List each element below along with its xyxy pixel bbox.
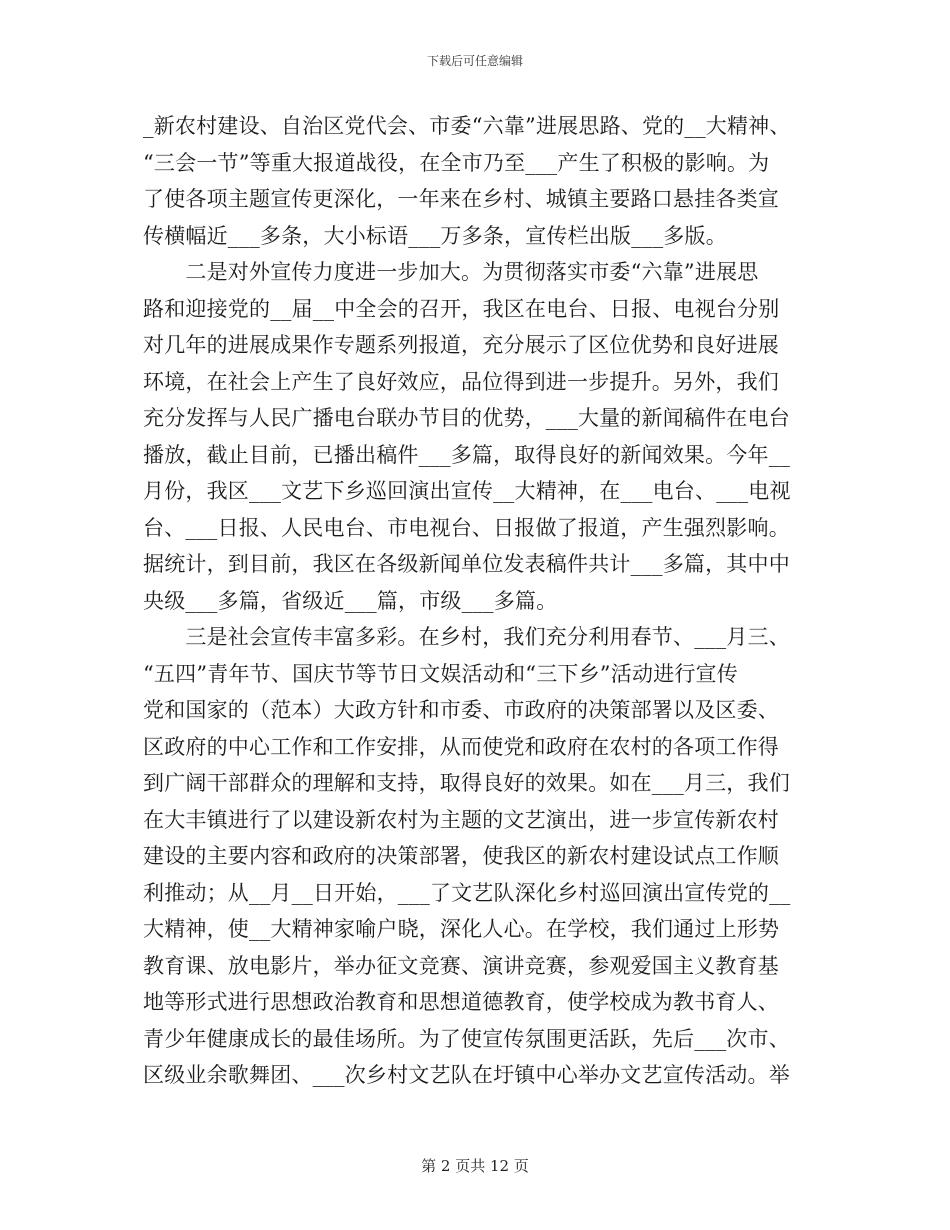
- text-line: 区级业余歌舞团、___次乡村文艺队在圩镇中心举办文艺宣传活动。举: [143, 1063, 790, 1087]
- text-line: “五四”青年节、国庆节等节日文娱活动和“三下乡”活动进行宣传: [143, 661, 738, 686]
- body-text: [143, 108, 813, 1094]
- text-line: 大精神，使__大精神家喻户晓，深化人心。在学校，我们通过上形势: [143, 917, 780, 941]
- text-line: 月份，我区___文艺下乡巡回演出宣传__大精神，在___电台、___电视: [143, 479, 791, 503]
- text-line: 环境，在社会上产生了良好效应，品位得到进一步提升。另外，我们: [143, 369, 779, 394]
- text-line: 教育课、放电影片，举办征文竞赛、演讲竞赛，参观爱国主义教育基: [143, 953, 779, 978]
- text-line: 了使各项主题宣传更深化，一年来在乡村、城镇主要路口悬挂各类宣: [143, 187, 779, 211]
- text-line: _新农村建设、自治区党代会、市委“六靠”进展思路、党的__大精神、: [143, 114, 791, 138]
- text-line: 青少年健康成长的最佳场所。为了使宣传氛围更活跃，先后___次市、: [143, 1026, 790, 1051]
- text-line: 党和国家的（范本）大政方针和市委、市政府的决策部署以及区委、: [143, 698, 779, 722]
- page-header: 下载后可任意编辑: [426, 54, 523, 68]
- text-line: 在大丰镇进行了以建设新农村为主题的文艺演出，进一步宣传新农村: [143, 807, 779, 832]
- text-line: 对几年的进展成果作专题系列报道，充分展示了区位优势和良好进展: [143, 333, 779, 357]
- page-footer: 第 2 页共 12 页: [421, 1157, 529, 1175]
- text-line: 播放，截止目前，已播出稿件___多篇，取得良好的新闻效果。今年__: [143, 442, 791, 467]
- text-line: 到广阔干部群众的理解和支持，取得良好的效果。如在___月三，我们: [143, 771, 790, 795]
- text-line: 利推动；从__月__日开始，___了文艺队深化乡村巡回演出宣传党的__: [143, 880, 791, 905]
- text-line: 传横幅近___多条，大小标语___万多条，宣传栏出版___多版。: [143, 223, 727, 248]
- text-line: 充分发挥与人民广播电台联办节目的优势，___大量的新闻稿件在电台: [143, 406, 790, 430]
- text-line: 三是社会宣传丰富多彩。在乡村，我们充分利用春节、___月三、: [143, 625, 790, 649]
- text-line: 央级___多篇，省级近___篇，市级___多篇。: [143, 588, 558, 613]
- text-line: 二是对外宣传力度进一步加大。为贯彻落实市委“六靠”进展思: [143, 260, 759, 284]
- text-line: 地等形式进行思想政治教育和思想道德教育，使学校成为教书育人、: [143, 990, 779, 1014]
- text-line: 据统计，到目前，我区在各级新闻单位发表稿件共计___多篇，其中中: [143, 552, 790, 576]
- text-line: 区政府的中心工作和工作安排，从而使党和政府在农村的各项工作得: [143, 734, 779, 759]
- text-line: 建设的主要内容和政府的决策部署，使我区的新农村建设试点工作顺: [143, 844, 779, 868]
- text-line: 台、___日报、人民电台、市电视台、日报做了报道，产生强烈影响。: [143, 515, 790, 540]
- text-line: “三会一节”等重大报道战役，在全市乃至___产生了积极的影响。为: [143, 150, 770, 175]
- text-line: 路和迎接党的__届__中全会的召开，我区在电台、日报、电视台分别: [143, 296, 780, 321]
